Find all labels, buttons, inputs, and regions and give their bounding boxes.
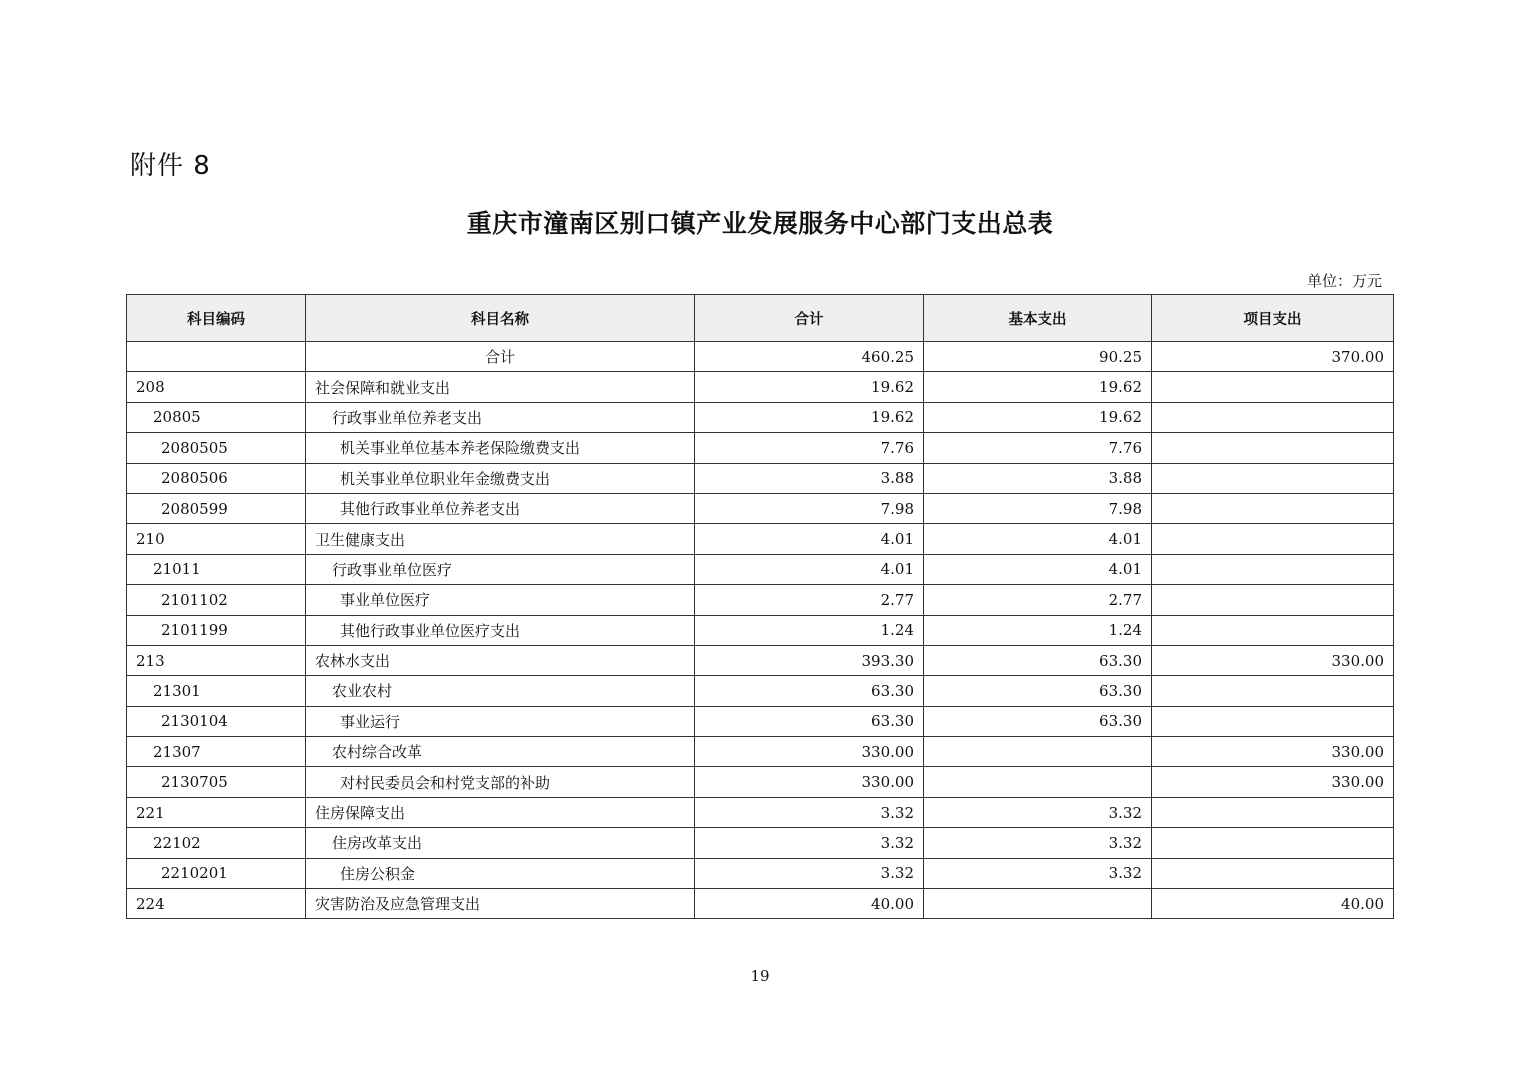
cell-name: 住房保障支出 <box>306 797 695 827</box>
header-code: 科目编码 <box>127 295 306 342</box>
table-row <box>127 524 1394 554</box>
cell-code: 21011 <box>127 554 306 584</box>
cell-code: 2130104 <box>127 706 306 736</box>
cell-project <box>1152 433 1394 463</box>
cell-code: 224 <box>127 889 306 919</box>
cell-project <box>1152 858 1394 888</box>
cell-basic: 19.62 <box>924 372 1152 402</box>
cell-project: 40.00 <box>1152 889 1394 919</box>
cell-total: 3.32 <box>695 858 924 888</box>
cell-code <box>127 342 306 372</box>
cell-name: 事业运行 <box>306 706 695 736</box>
cell-code: 2080505 <box>127 433 306 463</box>
header-total: 合计 <box>695 295 924 342</box>
cell-total: 330.00 <box>695 737 924 767</box>
table-row <box>127 858 1394 888</box>
cell-total: 3.32 <box>695 828 924 858</box>
cell-basic: 1.24 <box>924 615 1152 645</box>
cell-basic: 7.76 <box>924 433 1152 463</box>
cell-basic <box>924 737 1152 767</box>
cell-total: 19.62 <box>695 372 924 402</box>
cell-project <box>1152 402 1394 432</box>
cell-project <box>1152 493 1394 523</box>
cell-code: 213 <box>127 645 306 675</box>
cell-code: 2210201 <box>127 858 306 888</box>
cell-name: 灾害防治及应急管理支出 <box>306 889 695 919</box>
cell-basic: 3.32 <box>924 858 1152 888</box>
cell-code: 2101199 <box>127 615 306 645</box>
expenditure-table <box>126 294 1394 919</box>
table-row <box>127 797 1394 827</box>
cell-name: 行政事业单位养老支出 <box>306 402 695 432</box>
cell-total: 3.32 <box>695 797 924 827</box>
table-header-row <box>127 295 1394 342</box>
cell-project <box>1152 524 1394 554</box>
cell-code: 2080599 <box>127 493 306 523</box>
cell-project <box>1152 463 1394 493</box>
cell-basic: 3.32 <box>924 797 1152 827</box>
cell-name: 事业单位医疗 <box>306 585 695 615</box>
table-row <box>127 554 1394 584</box>
cell-project <box>1152 554 1394 584</box>
cell-basic: 4.01 <box>924 524 1152 554</box>
cell-name: 农业农村 <box>306 676 695 706</box>
cell-total: 40.00 <box>695 889 924 919</box>
cell-basic: 3.88 <box>924 463 1152 493</box>
header-basic: 基本支出 <box>924 295 1152 342</box>
cell-basic: 63.30 <box>924 676 1152 706</box>
table-row <box>127 493 1394 523</box>
cell-name: 农村综合改革 <box>306 737 695 767</box>
cell-name: 其他行政事业单位养老支出 <box>306 493 695 523</box>
cell-name: 卫生健康支出 <box>306 524 695 554</box>
cell-basic: 3.32 <box>924 828 1152 858</box>
cell-project <box>1152 797 1394 827</box>
cell-basic: 4.01 <box>924 554 1152 584</box>
cell-code: 2130705 <box>127 767 306 797</box>
cell-basic: 2.77 <box>924 585 1152 615</box>
table-row <box>127 737 1394 767</box>
table-row <box>127 828 1394 858</box>
table-row <box>127 676 1394 706</box>
cell-code: 221 <box>127 797 306 827</box>
table-row <box>127 585 1394 615</box>
cell-total: 63.30 <box>695 676 924 706</box>
cell-name: 机关事业单位职业年金缴费支出 <box>306 463 695 493</box>
table-row <box>127 889 1394 919</box>
table-row <box>127 433 1394 463</box>
cell-name: 社会保障和就业支出 <box>306 372 695 402</box>
table-row <box>127 372 1394 402</box>
attachment-label: 附件 8 <box>130 151 211 181</box>
cell-project: 330.00 <box>1152 767 1394 797</box>
unit-label: 单位：万元 <box>1306 272 1382 290</box>
cell-total: 3.88 <box>695 463 924 493</box>
cell-basic: 19.62 <box>924 402 1152 432</box>
cell-code: 208 <box>127 372 306 402</box>
cell-basic: 90.25 <box>924 342 1152 372</box>
table-row <box>127 615 1394 645</box>
cell-code: 2101102 <box>127 585 306 615</box>
cell-project <box>1152 585 1394 615</box>
cell-total: 63.30 <box>695 706 924 736</box>
cell-basic: 7.98 <box>924 493 1152 523</box>
cell-name: 合计 <box>306 342 695 372</box>
cell-basic: 63.30 <box>924 645 1152 675</box>
cell-total: 1.24 <box>695 615 924 645</box>
cell-total: 19.62 <box>695 402 924 432</box>
cell-basic <box>924 889 1152 919</box>
cell-project <box>1152 615 1394 645</box>
cell-total: 4.01 <box>695 524 924 554</box>
cell-project: 330.00 <box>1152 645 1394 675</box>
cell-total: 330.00 <box>695 767 924 797</box>
header-project: 项目支出 <box>1152 295 1394 342</box>
cell-total: 460.25 <box>695 342 924 372</box>
table-row <box>127 645 1394 675</box>
cell-code: 2080506 <box>127 463 306 493</box>
table-row <box>127 706 1394 736</box>
cell-name: 对村民委员会和村党支部的补助 <box>306 767 695 797</box>
cell-name: 机关事业单位基本养老保险缴费支出 <box>306 433 695 463</box>
cell-project <box>1152 676 1394 706</box>
cell-total: 393.30 <box>695 645 924 675</box>
cell-project <box>1152 706 1394 736</box>
cell-project <box>1152 372 1394 402</box>
table-row <box>127 767 1394 797</box>
cell-code: 21307 <box>127 737 306 767</box>
cell-basic: 63.30 <box>924 706 1152 736</box>
cell-project: 370.00 <box>1152 342 1394 372</box>
header-name: 科目名称 <box>306 295 695 342</box>
cell-total: 7.98 <box>695 493 924 523</box>
cell-name: 行政事业单位医疗 <box>306 554 695 584</box>
cell-project: 330.00 <box>1152 737 1394 767</box>
cell-code: 210 <box>127 524 306 554</box>
cell-code: 21301 <box>127 676 306 706</box>
table-row <box>127 463 1394 493</box>
cell-basic <box>924 767 1152 797</box>
cell-code: 22102 <box>127 828 306 858</box>
cell-total: 7.76 <box>695 433 924 463</box>
table-row <box>127 402 1394 432</box>
cell-project <box>1152 828 1394 858</box>
cell-total: 4.01 <box>695 554 924 584</box>
page-number: 19 <box>750 967 770 985</box>
cell-code: 20805 <box>127 402 306 432</box>
total-row <box>127 342 1394 372</box>
cell-total: 2.77 <box>695 585 924 615</box>
cell-name: 住房改革支出 <box>306 828 695 858</box>
cell-name: 农林水支出 <box>306 645 695 675</box>
cell-name: 住房公积金 <box>306 858 695 888</box>
cell-name: 其他行政事业单位医疗支出 <box>306 615 695 645</box>
page-title: 重庆市潼南区别口镇产业发展服务中心部门支出总表 <box>466 209 1054 238</box>
